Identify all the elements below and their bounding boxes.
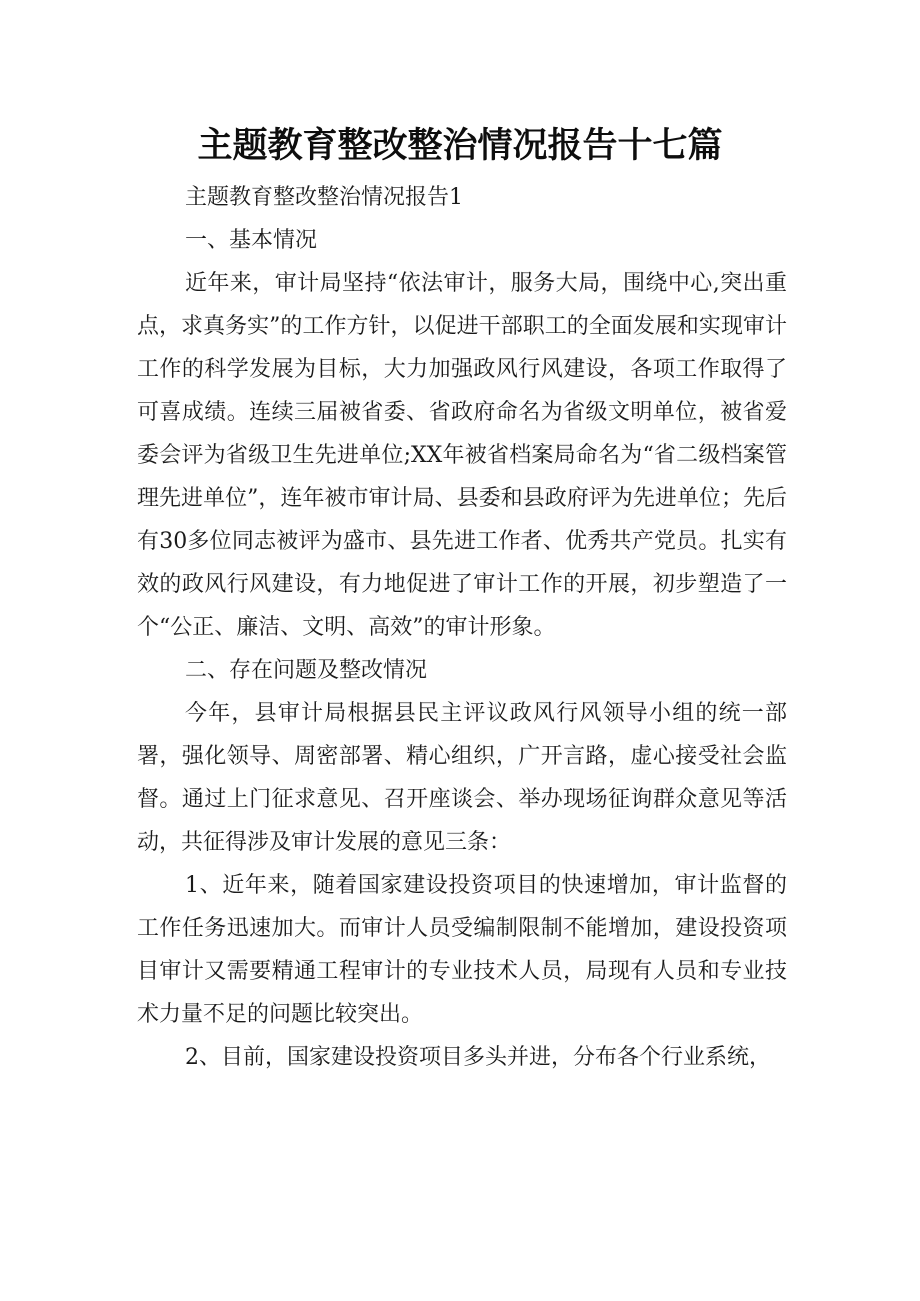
section-heading-problems: 二、存在问题及整改情况 [185,658,428,683]
document-title: 主题教育整改整治情况报告十七篇 [197,126,723,166]
section-heading-basic: 一、基本情况 [185,228,318,253]
paragraph-basic-situation: 近年来，审计局坚持“依法审计，服务大局，围绕中心,突出重点，求真务实”的工作方针，以促进干部职工的全面发展和实现审计工作的科学发展为目标，大力加强政风行风建设，各项工作取得了可喜成绩。连续三届被省委、省政府命名为省级文明单位，被省爱委会评为省级卫生先进单位;XX年被省档案局命名为“省二级档案管理先进单位”，连年被市审计局、县委和县政府评为先进单位；先后有30多位同志被评为盛市、县先进工作者、优秀共产党员。扎实有效的政风行风建设，有力地促进了审计工作的开展，初步塑造了一个“公正、廉洁、文明、高效”的审计形象。 [137,271,787,640]
document-body [137,176,787,1079]
list-item-1: 1、近年来，随着国家建设投资项目的快速增加，审计监督的工作任务迅速加大。而审计人员受编制限制不能增加，建设投资项目审计又需要精通工程审计的专业技术人员，局现有人员和专业技术力量不足的问题比较突出。 [137,873,787,1027]
report-subtitle: 主题教育整改整治情况报告1 [185,185,463,210]
paragraph-problems-intro: 今年，县审计局根据县民主评议政风行风领导小组的统一部署，强化领导、周密部署、精心组织，广开言路，虚心接受社会监督。通过上门征求意见、召开座谈会、举办现场征询群众意见等活动，共征得涉及审计发展的意见三条： [137,701,787,855]
list-item-2: 2、目前，国家建设投资项目多头并进，分布各个行业系统， [185,1045,771,1070]
